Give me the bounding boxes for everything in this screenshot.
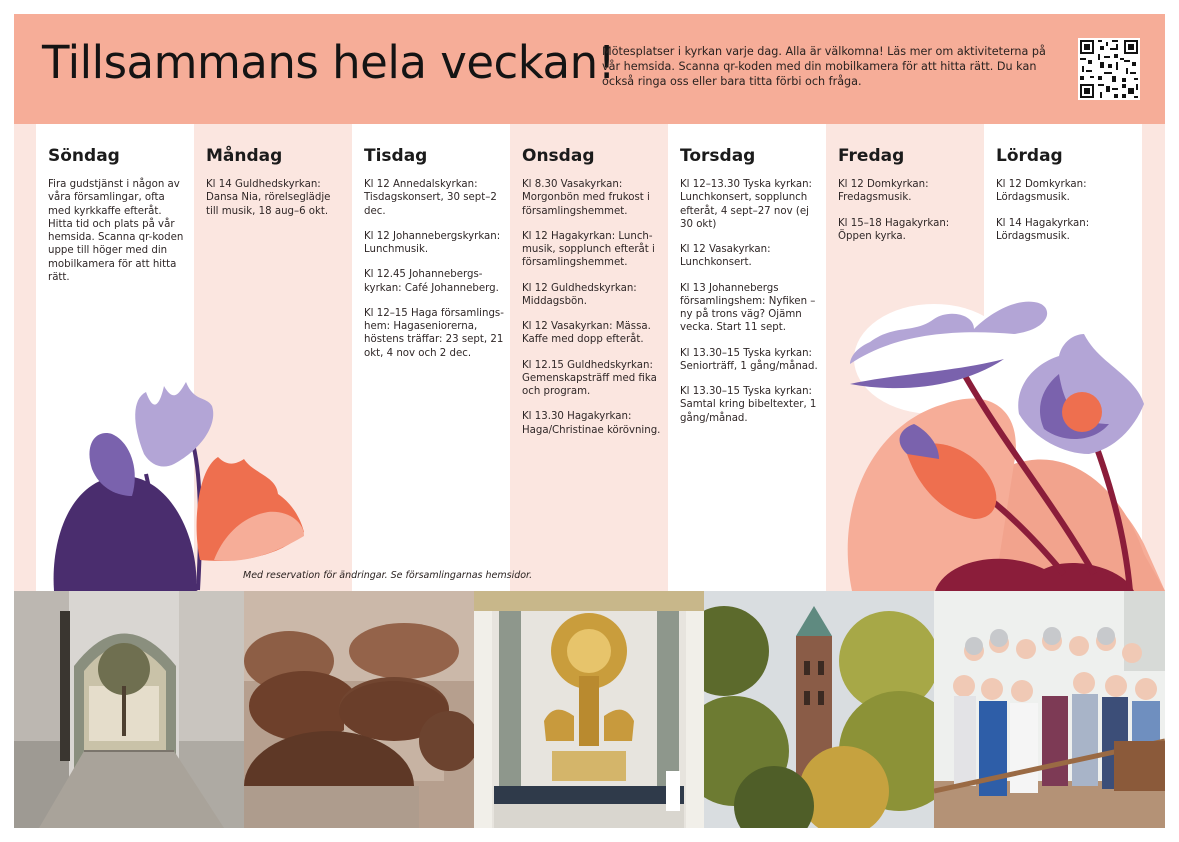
schedule-entry: Kl 13 Johannebergs församlingshem: Nyfiken – ny på trons väg? Ojämn vecka. Start 11 sept. [680, 282, 816, 334]
schedule-entry: Kl 12 Domkyrkan: Fredagsmusik. [838, 179, 929, 204]
day-column-mandag [194, 124, 352, 591]
schedule-entry: Kl 13.30–15 Tyska kyrkan: Samtal kring bibeltexter, 1 gång/månad. [680, 386, 817, 424]
day-entries [364, 178, 504, 372]
photo-courtyard [14, 591, 244, 828]
schedule-entry: Kl 13.30 Hagakyrkan: Haga/Christinae körövning. [522, 411, 661, 436]
day-title: Söndag [48, 146, 120, 166]
day-entries [680, 178, 820, 437]
schedule-entry: Kl 12 Johannebergskyrkan: Lunchmusik. [364, 230, 501, 255]
page-title: Tillsammans hela veckan! [42, 36, 616, 89]
intro-text: Mötesplatser i kyrkan varje dag. Alla är välkomna! Läs mer om aktiviteterna på vår hemsida. Scanna qr-koden med din mobilkamera för att hitta rätt. Du kan också ringa oss eller bara titta förbi och fråga. [602, 45, 1046, 89]
schedule-entry: Kl 13.30–15 Tyska kyrkan: Seniorträff, 1 gång/månad. [680, 347, 818, 372]
header-banner [14, 14, 1165, 124]
day-column-fredag [826, 124, 984, 591]
schedule-entry: Kl 12 Vasakyrkan: Lunchkonsert. [680, 244, 771, 269]
photo-group [934, 591, 1165, 828]
day-title: Måndag [206, 146, 283, 166]
schedule-entry: Kl 12.15 Guldhedskyrkan: Gemenskapsträff med fika och program. [522, 359, 657, 397]
schedule-entry: Kl 14 Guldhedskyrkan: Dansa Nia, rörelseglädje till musik, 18 aug–6 okt. [206, 179, 331, 217]
qr-code-icon[interactable] [1078, 38, 1140, 100]
day-column-onsdag [510, 124, 668, 591]
schedule-entry: Kl 12 Annedalskyrkan: Tisdagskonsert, 30 sept–2 dec. [364, 179, 497, 217]
day-column-sondag [36, 124, 194, 591]
schedule-entry: Kl 12 Vasakyrkan: Mässa. Kaffe med dopp efteråt. [522, 321, 651, 346]
day-column-tisdag [352, 124, 510, 591]
photo-strip [14, 591, 1165, 828]
day-entries [48, 178, 188, 296]
day-entries [996, 178, 1136, 255]
day-title: Onsdag [522, 146, 595, 166]
day-column-lordag [984, 124, 1142, 591]
day-column-torsdag [668, 124, 826, 591]
schedule-entry: Fira gudstjänst i någon av våra församlingar, ofta med kyrkkaffe efteråt. Hitta tid och plats på vår hemsida. Scanna qr-koden uppe till höger med din mobilkamera för att hitta rätt. [48, 179, 184, 283]
poster [14, 14, 1165, 828]
day-title: Tisdag [364, 146, 428, 166]
photo-altar [474, 591, 704, 828]
day-title: Lördag [996, 146, 1063, 166]
day-title: Torsdag [680, 146, 756, 166]
schedule-entry: Kl 14 Hagakyrkan: Lördagsmusik. [996, 217, 1090, 242]
day-entries [206, 178, 346, 230]
photo-church-tower [704, 591, 934, 828]
schedule-entry: Kl 12–13.30 Tyska kyrkan: Lunchkonsert, sopplunch efteråt, 4 sept–27 nov (ej 30 okt) [680, 179, 812, 230]
schedule-entry: Kl 12–15 Haga församlings-hem: Hagaseniorerna, höstens träffar: 23 sept, 21 okt, 4 nov och 2 dec. [364, 307, 504, 359]
photo-muffins [244, 591, 474, 828]
week-schedule [14, 124, 1165, 591]
schedule-entry: Kl 12 Hagakyrkan: Lunch-musik, sopplunch efteråt i församlingshemmet. [522, 230, 655, 269]
schedule-entry: Kl 12 Domkyrkan: Lördagsmusik. [996, 179, 1087, 204]
day-title: Fredag [838, 146, 905, 166]
schedule-entry: Kl 8.30 Vasakyrkan: Morgonbön med frukost i församlingshemmet. [522, 179, 650, 217]
day-entries [522, 178, 662, 449]
schedule-entry: Kl 12.45 Johannebergs-kyrkan: Café Johanneberg. [364, 269, 499, 294]
schedule-entry: Kl 12 Guldhedskyrkan: Middagsbön. [522, 282, 637, 307]
footnote: Med reservation för ändringar. Se församlingarnas hemsidor. [243, 570, 533, 581]
day-entries [838, 178, 978, 255]
schedule-entry: Kl 15–18 Hagakyrkan: Öppen kyrka. [838, 217, 950, 242]
